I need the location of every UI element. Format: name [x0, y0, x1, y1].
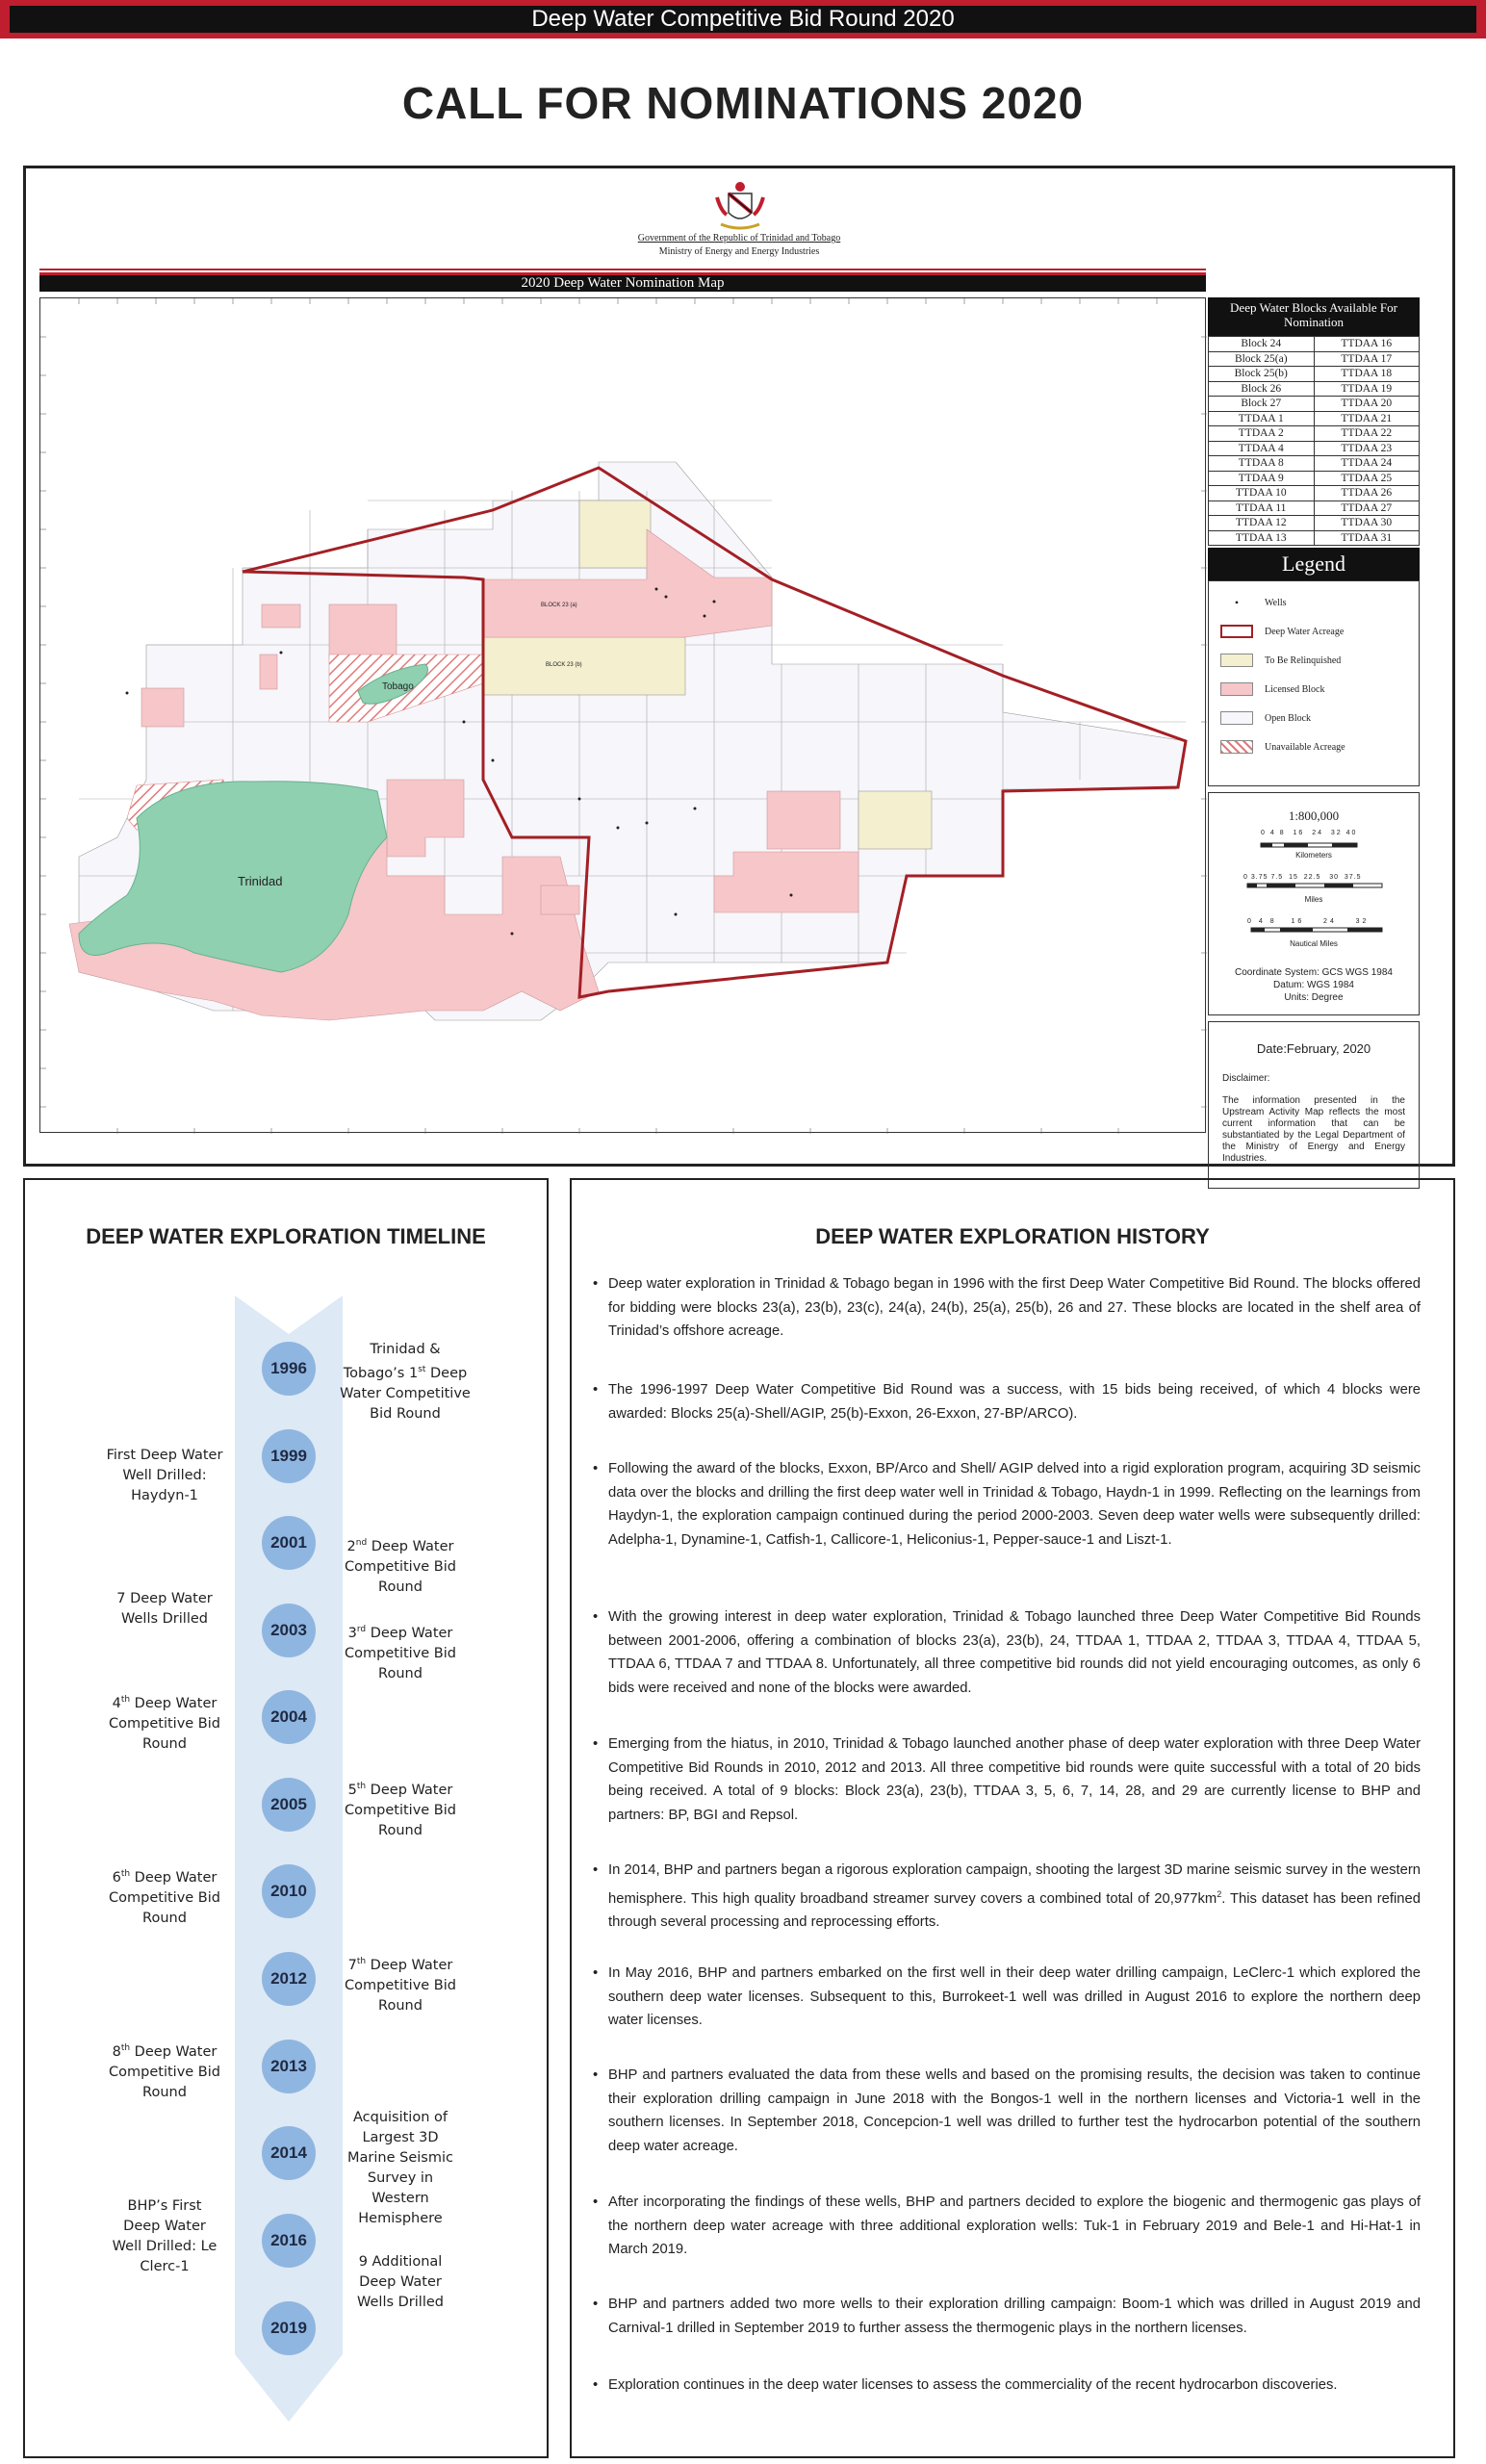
disclaimer-label: Disclaimer:: [1222, 1073, 1270, 1084]
block-cell: TTDAA 17: [1314, 351, 1420, 367]
blocks-table-row: [1209, 426, 1420, 442]
block-cell: TTDAA 1: [1209, 411, 1315, 426]
block-cell: TTDAA 24: [1314, 456, 1420, 472]
coordinate-info: Coordinate System: GCS WGS 1984 Datum: WGS 1984 Units: Degree: [1235, 967, 1393, 1003]
nomination-map: [39, 297, 1206, 1133]
nm-ticks: 0 4 8 16 24 32: [1247, 918, 1370, 925]
event-2001: 2nd Deep Water Competitive Bid Round: [345, 1538, 456, 1595]
tobago-label: Tobago: [382, 681, 414, 692]
block-cell: TTDAA 26: [1314, 486, 1420, 501]
scale-box: [1208, 792, 1420, 1015]
year-1996: 1996: [262, 1342, 316, 1396]
blocks-table-row: [1209, 367, 1420, 382]
block-cell: TTDAA 16: [1314, 337, 1420, 352]
block-cell: Block 25(b): [1209, 367, 1315, 382]
legend-deep-water: Deep Water Acreage: [1220, 624, 1344, 639]
history-panel: [570, 1178, 1455, 2458]
history-paragraph: • In May 2016, BHP and partners embarked on the first well in their deep water drilling campaign, LeClerc-1 which explored the southern deep water licenses. Subsequent to this, Burrokeet-1 well was drilled in August 2016 to explore the northern deep water licenses.: [593, 1962, 1421, 2033]
history-paragraph: • With the growing interest in deep water exploration, Trinidad & Tobago launched three Deep Water Competitive Bid Rounds between 2001-2006, offering a combination of blocks 23(a), 23(b), 24, TTDAA 1, TTDAA 2, TTDAA 3, TTDAA 4, TTDAA 5, TTDAA 6, TTDAA 7 and TTDAA 8. Unfortunately, all three competitive bid rounds did not yield encouraging outcomes, as only 6 bids were received and none of the blocks were awarded.: [593, 1605, 1421, 1700]
disclaimer-text: The information presented in the Upstream Activity Map reflects the most current information that can be substantiated by the Legal Department of the Ministry of Energy and Energy Industries.: [1222, 1095, 1405, 1164]
event-2014: Acquisition of Largest 3D Marine Seismic Survey in Western Hemisphere: [347, 2110, 453, 2226]
legend-heading: Legend: [1208, 548, 1420, 580]
map-title-bar: 2020 Deep Water Nomination Map: [39, 272, 1206, 292]
block-cell: TTDAA 22: [1314, 426, 1420, 442]
event-2013: 8th Deep Water Competitive Bid Round: [109, 2043, 220, 2100]
event-2003: 3rd Deep Water Competitive Bid Round: [345, 1625, 456, 1681]
block-cell: TTDAA 25: [1314, 471, 1420, 486]
year-2001: 2001: [262, 1516, 316, 1570]
legend-relinquished: To Be Relinquished: [1220, 653, 1341, 668]
scale-ratio: 1:800,000: [1288, 808, 1340, 823]
mi-ticks: 0 3.75 7.5 15 22.5 30 37.5: [1243, 874, 1362, 881]
coat-of-arms-icon: [709, 178, 771, 236]
blocks-table-row: [1209, 351, 1420, 367]
trinidad-label: Trinidad: [238, 874, 283, 888]
blocks-table-row: [1209, 500, 1420, 516]
timeline-panel: [23, 1178, 549, 2458]
legend-open: Open Block: [1220, 710, 1311, 726]
block-cell: TTDAA 8: [1209, 456, 1315, 472]
block-cell: TTDAA 23: [1314, 441, 1420, 456]
nm-label: Nautical Miles: [1290, 939, 1338, 948]
legend-unavailable: Unavailable Acreage: [1220, 739, 1345, 755]
date-disclaimer-box: [1208, 1021, 1420, 1189]
block-cell: TTDAA 21: [1314, 411, 1420, 426]
blocks-table-row: [1209, 530, 1420, 546]
history-paragraph: • Deep water exploration in Trinidad & Tobago began in 1996 with the first Deep Water Competitive Bid Round. The blocks offered for bidding were blocks 23(a), 23(b), 23(c), 24(a), 24(b), 25(a), 25(b), 26 and 27. These blocks are located in the shelf area of Trinidad’s offshore acreage.: [593, 1272, 1421, 1344]
block-cell: TTDAA 30: [1314, 516, 1420, 531]
legend-wells: • Wells: [1234, 596, 1287, 609]
year-2014: 2014: [262, 2126, 316, 2180]
map-date: Date:February, 2020: [1256, 1041, 1371, 1056]
nm-scale-bar: [1247, 924, 1392, 939]
history-title: DEEP WATER EXPLORATION HISTORY: [815, 1224, 1210, 1248]
year-2016: 2016: [262, 2214, 316, 2268]
history-paragraph: • Emerging from the hiatus, in 2010, Trinidad & Tobago launched another phase of deep water exploration with three Deep Water Competitive Bid Rounds in 2010, 2012 and 2013. All three competitive bid rounds were quite successful with a total of 20 bids being received. A total of 9 blocks: Block 23(a), 23(b), TTDAA 3, 5, 6, 7, 14, 28, and 29 are currently license to BHP and partners: BP, BGI and Repsol.: [593, 1732, 1421, 1827]
km-ticks: 0 4 8 16 24 32 40: [1261, 830, 1358, 836]
block-cell: TTDAA 27: [1314, 500, 1420, 516]
blocks-table-row: [1209, 397, 1420, 412]
blocks-table-row: [1209, 486, 1420, 501]
blocks-table-row: [1209, 456, 1420, 472]
event-2010: 6th Deep Water Competitive Bid Round: [109, 1869, 220, 1926]
blocks-table-row: [1209, 337, 1420, 352]
year-2010: 2010: [262, 1864, 316, 1918]
history-paragraph: • Exploration continues in the deep water licenses to assess the commerciality of the recent hydrocarbon discoveries.: [593, 2374, 1421, 2398]
block-23a-label: BLOCK 23 (a): [541, 603, 577, 608]
top-banner: [0, 0, 1486, 42]
event-2016-right: 9 Additional Deep Water Wells Drilled: [357, 2254, 444, 2310]
mi-scale-bar: [1243, 880, 1388, 895]
block-cell: TTDAA 19: [1314, 381, 1420, 397]
event-2016: BHP’s First Deep Water Well Drilled: Le Clerc-1: [112, 2198, 218, 2274]
year-2005: 2005: [262, 1778, 316, 1832]
event-1999: First Deep Water Well Drilled: Haydyn-1: [106, 1448, 223, 1503]
year-2012: 2012: [262, 1952, 316, 2006]
history-paragraph: • BHP and partners evaluated the data from these wells and based on the promising results, the decision was taken to continue their exploration drilling campaign in June 2018 with the Bongos-1 well in the northern licenses and Victoria-1 well in the southern licenses. In September 2018, Concepcion-1 well was drilled to further test the hydrocarbon potential of the southern deep water acreage.: [593, 2064, 1421, 2158]
year-2003: 2003: [262, 1604, 316, 1657]
block-cell: TTDAA 12: [1209, 516, 1315, 531]
map-panel: [23, 166, 1455, 1167]
block-cell: TTDAA 20: [1314, 397, 1420, 412]
block-cell: Block 24: [1209, 337, 1315, 352]
legend: [1208, 580, 1420, 786]
map-sidebar: [1208, 297, 1420, 1164]
blocks-table-row: [1209, 471, 1420, 486]
blocks-table: [1208, 336, 1420, 546]
block-cell: TTDAA 4: [1209, 441, 1315, 456]
event-2003-left: 7 Deep Water Wells Drilled: [116, 1591, 213, 1627]
block-cell: TTDAA 10: [1209, 486, 1315, 501]
block-cell: TTDAA 18: [1314, 367, 1420, 382]
history-paragraph: • After incorporating the findings of these wells, BHP and partners decided to explore the biogenic and thermogenic gas plays of the northern deep water acreage with three additional exploration wells: Tuk-1 in February 2019 and Bele-1 and Hi-Hat-1 in March 2019.: [593, 2191, 1421, 2262]
block-cell: TTDAA 9: [1209, 471, 1315, 486]
event-2012: 7th Deep Water Competitive Bid Round: [345, 1957, 456, 2014]
year-2019: 2019: [262, 2301, 316, 2355]
history-paragraph: • Following the award of the blocks, Exxon, BP/Arco and Shell/ AGIP delved into a rigid exploration program, acquiring 3D seismic data over the blocks and drilling the first deep water well in Trinidad & Tobago, Haydn-1 in 1999. Reflecting on the learnings from Haydyn-1, the exploration campaign continued during the period 2000-2003. Seven deep water wells were subsequently drilled: Adelpha-1, Dynamine-1, Catfish-1, Callicore-1, Heliconius-1, Pepper-sauce-1 and Liszt-1.: [593, 1457, 1421, 1552]
timeline-title: DEEP WATER EXPLORATION TIMELINE: [86, 1224, 486, 1248]
banner-title: Deep Water Competitive Bid Round 2020: [10, 4, 1476, 35]
page-title: CALL FOR NOMINATIONS 2020: [401, 78, 1085, 128]
block-cell: Block 27: [1209, 397, 1315, 412]
blocks-heading: Deep Water Blocks Available For Nomination: [1208, 297, 1420, 336]
government-caption: [26, 232, 1452, 259]
year-2004: 2004: [262, 1690, 316, 1744]
block-cell: TTDAA 2: [1209, 426, 1315, 442]
govt-line-1: Government of the Republic of Trinidad and Tobago: [637, 233, 841, 244]
blocks-table-row: [1209, 381, 1420, 397]
blocks-table-row: [1209, 441, 1420, 456]
history-paragraph: • The 1996-1997 Deep Water Competitive Bid Round was a success, with 15 bids being received, of which 4 blocks were awarded: Blocks 25(a)-Shell/AGIP, 25(b)-Exxon, 26-Exxon, 27-BP/ARCO).: [593, 1378, 1421, 1425]
blocks-table-row: [1209, 516, 1420, 531]
blocks-table-row: [1209, 411, 1420, 426]
history-paragraph: • BHP and partners added two more wells to their exploration drilling campaign: Boom-1 which was drilled in August 2019 and Carnival-1 drilled in September 2019 to further assess the thermogenic plays in the northern licenses.: [593, 2293, 1421, 2340]
event-2005: 5th Deep Water Competitive Bid Round: [345, 1782, 456, 1838]
mi-label: Miles: [1304, 895, 1323, 904]
block-23b-label: BLOCK 23 (b): [546, 662, 582, 668]
block-cell: Block 25(a): [1209, 351, 1315, 367]
block-cell: Block 26: [1209, 381, 1315, 397]
govt-line-2: Ministry of Energy and Energy Industries: [658, 246, 820, 257]
legend-licensed: Licensed Block: [1220, 681, 1324, 697]
event-2004: 4th Deep Water Competitive Bid Round: [109, 1695, 220, 1752]
block-cell: TTDAA 13: [1209, 530, 1315, 546]
map-graphic: [40, 298, 1207, 1134]
year-2013: 2013: [262, 2040, 316, 2093]
block-cell: TTDAA 11: [1209, 500, 1315, 516]
event-1996: Trinidad & Tobago’s 1st Deep Water Competitive Bid Round: [340, 1342, 471, 1422]
block-cell: TTDAA 31: [1314, 530, 1420, 546]
km-label: Kilometers: [1295, 851, 1332, 860]
year-1999: 1999: [262, 1429, 316, 1483]
history-paragraph: • In 2014, BHP and partners began a rigorous exploration campaign, shooting the largest 3D marine seismic survey in the western hemisphere. This high quality broadband streamer survey covers a combined total of $20,977km^2$. This dataset has been refined through several processing and reprocessing efforts.: [593, 1859, 1421, 1934]
